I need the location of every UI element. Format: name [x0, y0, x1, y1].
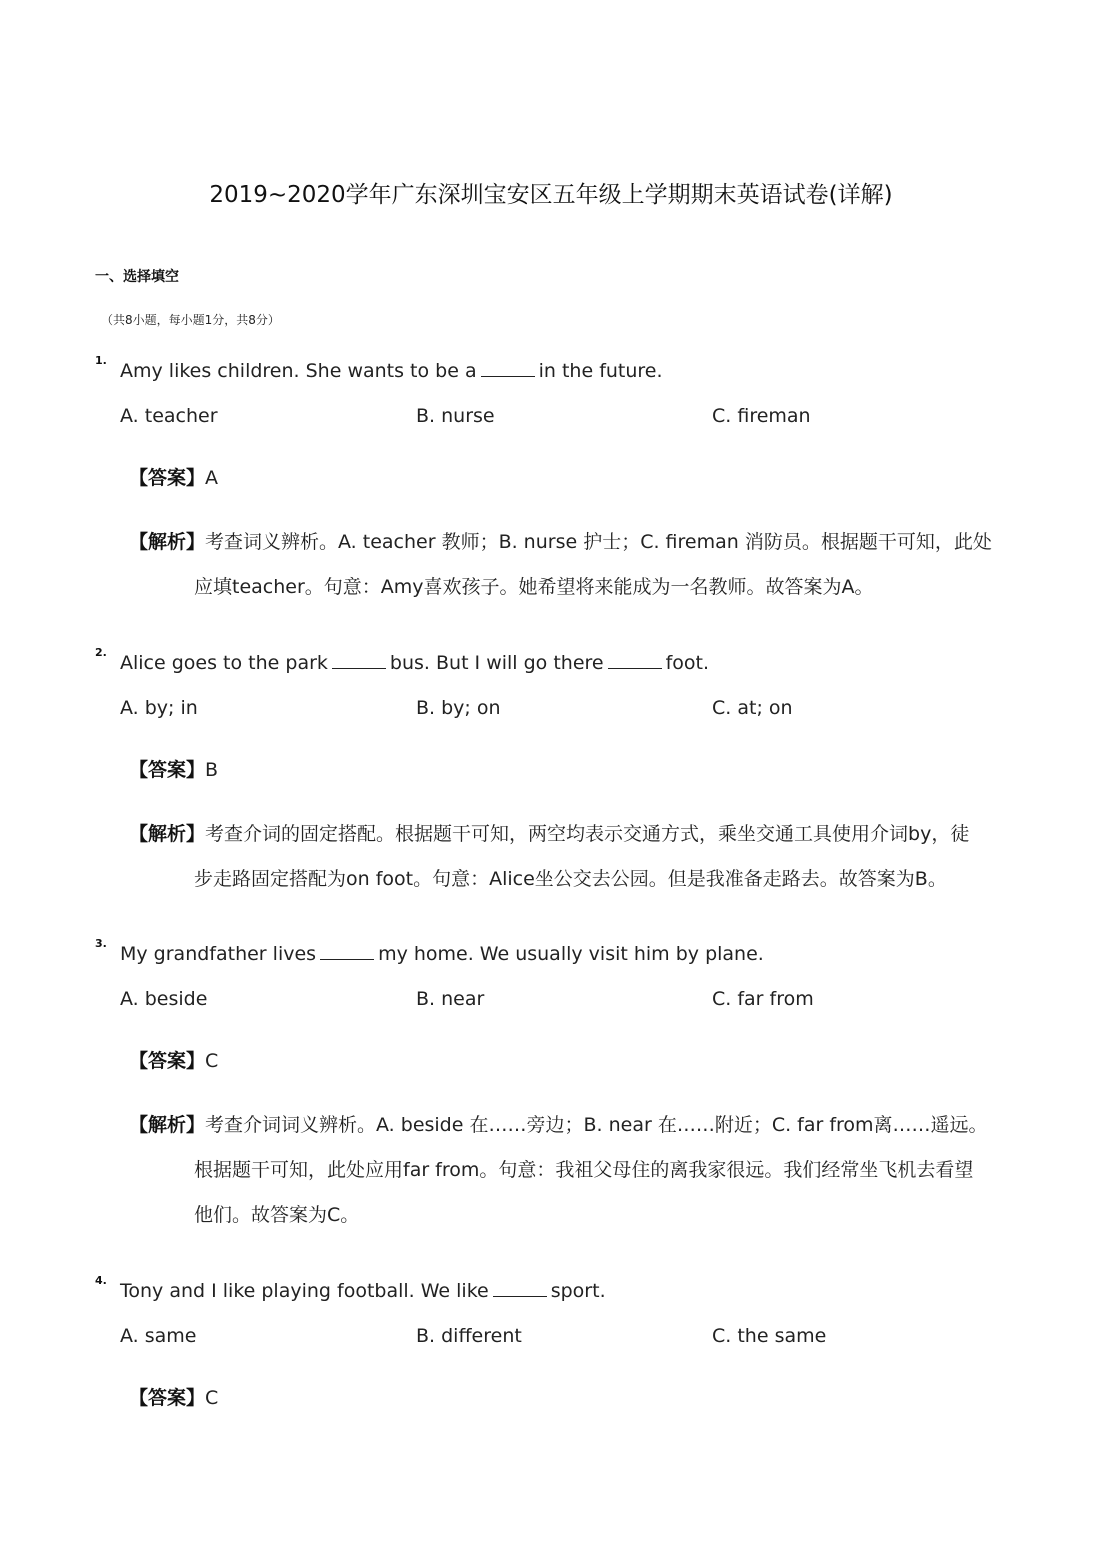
analysis-block — [129, 812, 997, 902]
section-heading: 一、选择填空 — [95, 269, 179, 285]
question-number: 4. — [95, 1274, 107, 1287]
answer-row — [129, 1385, 218, 1411]
question-stem: Amy likes children. She wants to be a in the future. — [120, 360, 663, 382]
page-title: 2019~2020学年广东深圳宝安区五年级上学期期末英语试卷(详解) — [209, 182, 893, 208]
question-stem: Alice goes to the park bus. But I will go there foot. — [120, 652, 710, 674]
section-note: （共8小题，每小题1分，共8分） — [101, 313, 280, 327]
analysis-text: 他们。故答案为C。 — [194, 1204, 360, 1226]
analysis-text: 步走路固定搭配为on foot。句意：Alice坐公交去公园。但是我准备走路去。故答案为B。 — [194, 868, 947, 890]
question-number: 3. — [95, 937, 107, 950]
question-number: 2. — [95, 646, 107, 659]
analysis-text: 考查词义辨析。A. teacher 教师；B. nurse 护士；C. fireman 消防员。根据题干可知，此处 — [205, 531, 992, 553]
option-a: A. same — [120, 1325, 197, 1347]
answer-row — [129, 1048, 218, 1074]
analysis-tag: 【解析】 — [129, 823, 206, 845]
option-b: B. nurse — [416, 405, 495, 427]
answer-blank — [493, 1278, 547, 1297]
option-b: B. near — [416, 988, 485, 1010]
answer-value: C — [205, 1387, 219, 1409]
option-a: A. beside — [120, 988, 208, 1010]
analysis-block — [129, 520, 997, 610]
analysis-tag: 【解析】 — [129, 531, 206, 553]
option-b: B. different — [416, 1325, 522, 1347]
answer-tag: 【答案】 — [129, 1050, 206, 1072]
answer-tag: 【答案】 — [129, 1387, 206, 1409]
option-c: C. at; on — [712, 697, 793, 719]
answer-tag: 【答案】 — [129, 467, 206, 489]
analysis-text: 应填teacher。句意：Amy喜欢孩子。她希望将来能成为一名教师。故答案为A。 — [194, 576, 874, 598]
question-number: 1. — [95, 354, 107, 367]
option-a: A. teacher — [120, 405, 218, 427]
analysis-text: 考查介词词义辨析。A. beside 在……旁边；B. near 在……附近；C. far from离……遥远。 — [205, 1114, 988, 1136]
question-stem: Tony and I like playing football. We like sport. — [120, 1280, 606, 1302]
answer-row — [129, 465, 218, 491]
option-a: A. by; in — [120, 697, 198, 719]
question-stem: My grandfather lives my home. We usually visit him by plane. — [120, 943, 764, 965]
option-c: C. the same — [712, 1325, 827, 1347]
option-b: B. by; on — [416, 697, 501, 719]
answer-blank — [332, 650, 386, 669]
answer-value: B — [205, 759, 219, 781]
analysis-block — [129, 1103, 997, 1238]
answer-row — [129, 757, 218, 783]
option-c: C. far from — [712, 988, 814, 1010]
answer-blank — [608, 650, 662, 669]
option-c: C. fireman — [712, 405, 811, 427]
answer-value: A — [205, 467, 219, 489]
answer-blank — [320, 941, 374, 960]
answer-tag: 【答案】 — [129, 759, 206, 781]
answer-blank — [481, 358, 535, 377]
analysis-text: 根据题干可知，此处应用far from。句意：我祖父母住的离我家很远。我们经常坐飞机去看望 — [194, 1159, 974, 1181]
analysis-tag: 【解析】 — [129, 1114, 206, 1136]
answer-value: C — [205, 1050, 219, 1072]
analysis-text: 考查介词的固定搭配。根据题干可知，两空均表示交通方式，乘坐交通工具使用介词by，徒 — [205, 823, 970, 845]
